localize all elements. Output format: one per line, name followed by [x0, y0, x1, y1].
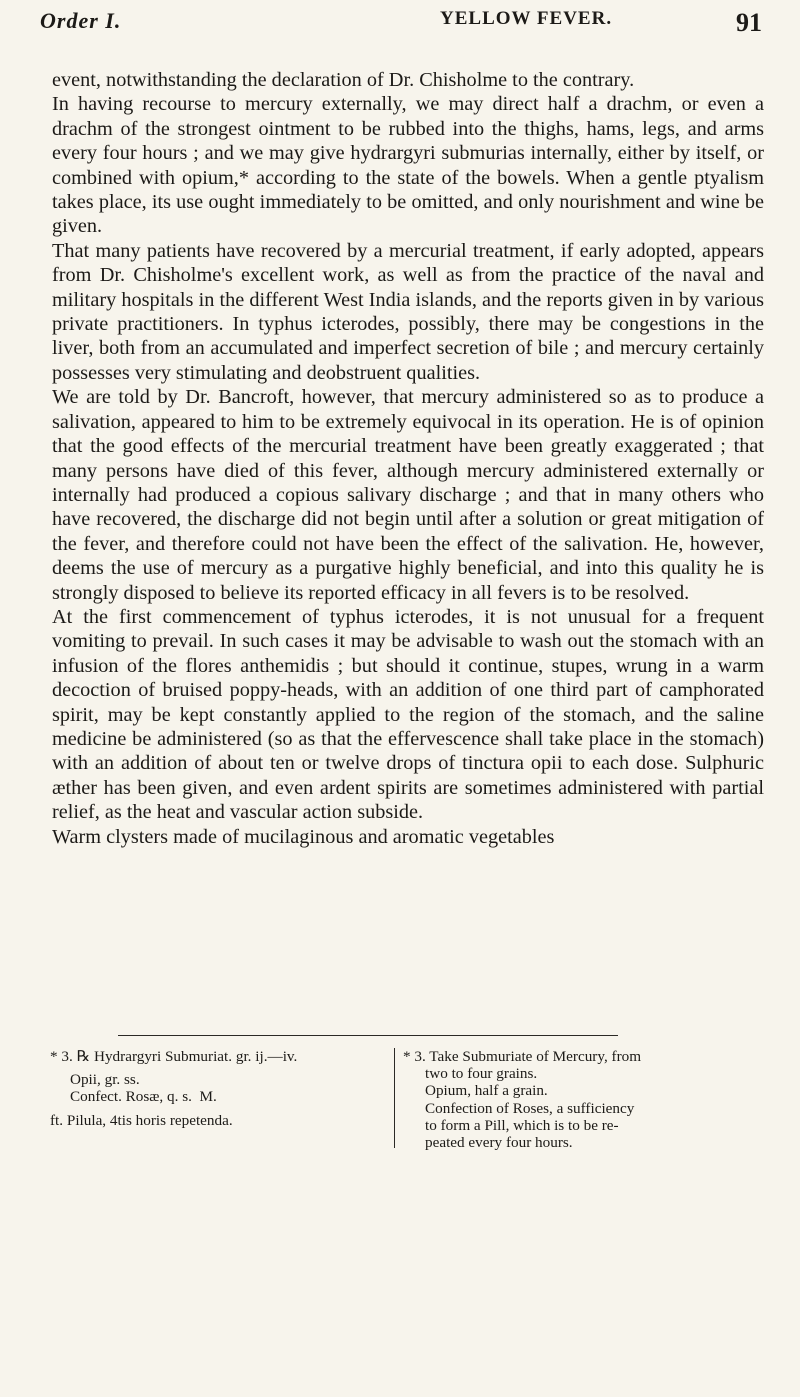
- footnote-line: * 3. ℞ Hydrargyri Submuriat. gr. ij.—iv.: [50, 1048, 298, 1065]
- paragraph: That many patients have recovered by a mercurial treatment, if early adopted, appears from Dr. Chisholme's excellent work, as well as from the practice of the naval and military hospitals in the different West India islands, and the reports given in by various private practitioners. In typhus icterodes, possibly, there may be congestions in the liver, both from an accumulated and imperfect secretion of bile ; and mercury certainly possesses very stimulating and deobstruent qualities.: [52, 239, 764, 384]
- footnote-line: to form a Pill, which is to be re-: [425, 1116, 619, 1134]
- footnote-latin: [50, 1048, 380, 1129]
- paragraph: event, notwithstanding the declaration of Dr. Chisholme to the contrary.: [52, 69, 635, 91]
- footnote-line: peated every four hours.: [425, 1134, 573, 1152]
- footnote-line: two to four grains.: [425, 1065, 538, 1083]
- footnote-divider: [118, 1035, 618, 1036]
- footnote-line: Opii, gr. ss.: [70, 1071, 140, 1089]
- paragraph: In having recourse to mercury externally, we may direct half a drachm, or even a drachm of the strongest ointment to be rubbed into the thighs, hams, legs, and arms every four hours ; and we may give hydrargyri submurias internally, either by itself, or combined with opium,* according to the state of the bowels. When a gentle ptyalism takes place, its use ought immediately to be omitted, and only nourishment and wine be given.: [52, 93, 764, 238]
- footnote-line: Confect. Rosæ, q. s. M.: [70, 1088, 217, 1106]
- chapter-label: Order I.: [40, 8, 122, 33]
- footnote-line: Confection of Roses, a sufficiency: [425, 1099, 635, 1117]
- page-number: 91: [736, 8, 762, 37]
- footnote-line: * 3. Take Submuriate of Mercury, from: [403, 1048, 642, 1065]
- paragraph: At the first commencement of typhus icterodes, it is not unusual for a frequent vomiting to prevail. In such cases it may be advisable to wash out the stomach with an infusion of the flores anthemidis ; but should it continue, stupes, wrung in a warm decoction of bruised poppy-heads, with an addition of one third part of camphorated spirit, may be kept constantly applied to the region of the stomach, and the saline medicine be administered (so as that the effervescence shall take place in the stomach) with an addition of about ten or twelve drops of tinctura opii to each dose. Sulphuric æther has been given, and even ardent spirits are sometimes administered with partial relief, as the heat and vascular action subside.: [52, 605, 764, 824]
- footnote-line: Opium, half a grain.: [425, 1082, 548, 1100]
- running-title: YELLOW FEVER.: [440, 8, 613, 29]
- footnote-line: ft. Pilula, 4tis horis repetenda.: [50, 1111, 233, 1129]
- footnote-english: [394, 1048, 773, 1152]
- paragraph: Warm clysters made of mucilaginous and aromatic vegetables: [52, 825, 555, 848]
- body-text: [52, 68, 764, 849]
- paragraph: We are told by Dr. Bancroft, however, that mercury administered so as to produce a salivation, appeared to him to be extremely equivocal in its operation. He is of opinion that the good effects of the mercurial treatment have been greatly exaggerated ; that many persons have died of this fever, although mercury administered externally or internally had produced a copious salivary discharge ; and that in many others who have recovered, the discharge did not begin until after a solution or great mitigation of the fever, and therefore could not have been the effect of the salivation. He, however, deems the use of mercury as a purgative highly beneficial, and into this quality he is strongly disposed to believe its reported efficacy in all fevers is to be resolved.: [52, 386, 764, 604]
- running-head: [40, 8, 762, 48]
